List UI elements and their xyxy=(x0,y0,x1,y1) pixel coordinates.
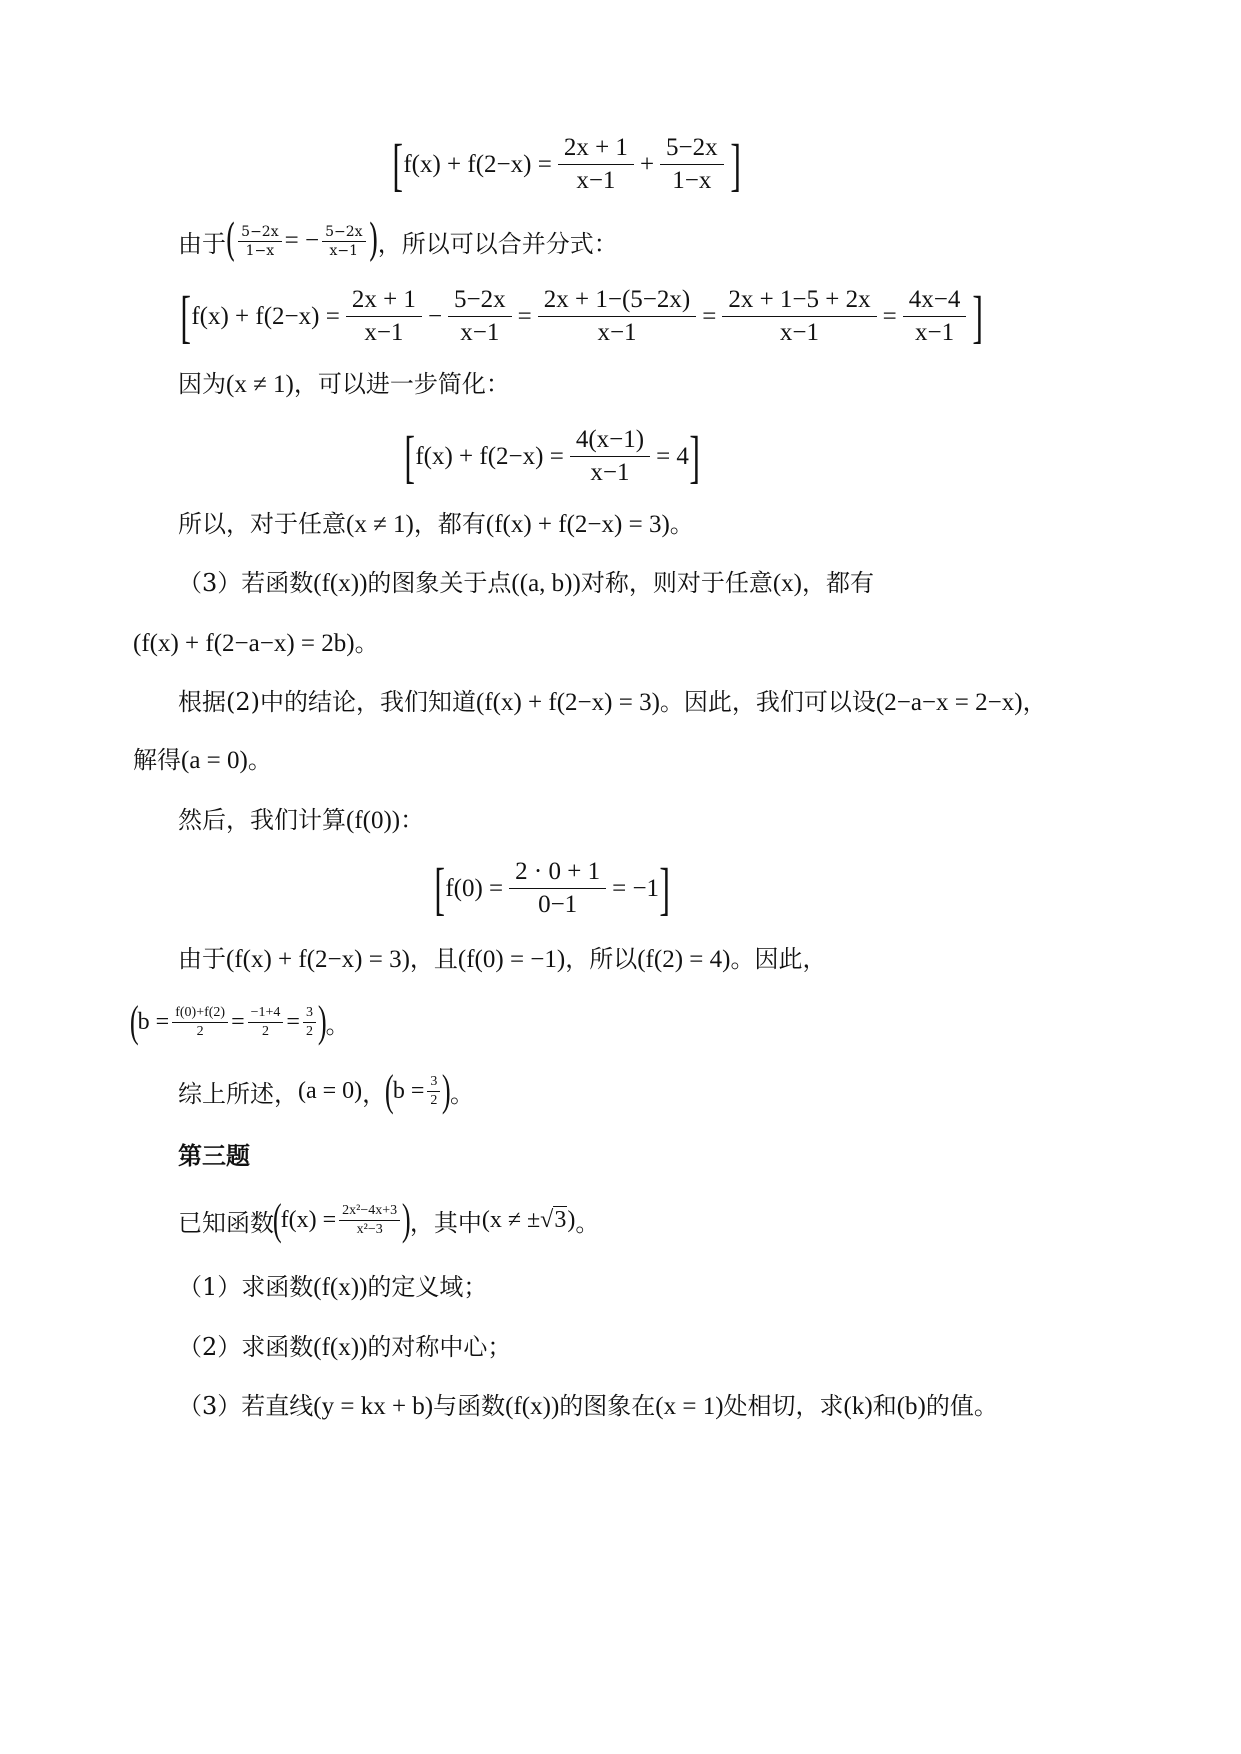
fraction xyxy=(722,284,876,349)
text: 由于 xyxy=(178,229,226,258)
left-bracket: [ xyxy=(180,283,191,349)
numerator: 2x + 1 xyxy=(563,134,628,161)
math-inline: (f(x) + f(2−x) = 3) xyxy=(476,689,660,716)
math-inline: (f(x)) xyxy=(313,1334,368,1361)
paragraph-line xyxy=(178,507,694,542)
text: ： xyxy=(400,806,425,834)
math-inline: (f(x)) xyxy=(313,570,368,597)
small-fraction xyxy=(238,223,281,260)
text: ， xyxy=(1022,688,1047,716)
text: 。 xyxy=(669,510,694,538)
denominator: x−1 xyxy=(364,319,404,346)
text: 。 xyxy=(575,1208,600,1237)
equals-sign: = xyxy=(231,1008,245,1035)
text: 和 xyxy=(872,1392,897,1420)
math-inline: (a = 0) xyxy=(181,747,248,774)
left-paren: ( xyxy=(225,215,236,266)
right-bracket: ] xyxy=(972,283,984,349)
fraction xyxy=(570,424,650,489)
left-paren: ( xyxy=(129,997,139,1046)
math-inline: (f(x)) xyxy=(505,1393,560,1420)
text: 的图象关于点 xyxy=(367,569,512,597)
numerator: 2x + 1 xyxy=(351,286,416,313)
text: 。因此， xyxy=(730,945,827,973)
eq4-rhs: = −1 xyxy=(612,874,660,902)
text: 。 xyxy=(325,1010,350,1039)
denominator: 1−x xyxy=(245,242,275,259)
math-inline: (f(2) = 4) xyxy=(637,946,731,973)
numerator: 4(x−1) xyxy=(575,426,645,453)
math-inline: (k) xyxy=(843,1393,873,1420)
left-bracket: [ xyxy=(434,855,445,921)
eq4-lhs: f(0) = xyxy=(445,874,504,902)
small-fraction xyxy=(172,1004,228,1041)
text: （2）求函数 xyxy=(178,1333,314,1361)
minus-sign: − xyxy=(427,302,443,330)
text: 的值。 xyxy=(925,1392,998,1420)
text: 。因此，我们可以设 xyxy=(659,688,876,716)
text: （3）若直线 xyxy=(178,1392,314,1420)
question-1 xyxy=(178,1270,487,1305)
numerator: 2x²−4x+3 xyxy=(342,1202,398,1218)
denominator: 2 xyxy=(196,1023,204,1039)
text: 因为 xyxy=(178,370,226,398)
paragraph-line xyxy=(178,803,424,838)
small-fraction xyxy=(322,223,365,260)
denominator: x−1 xyxy=(329,242,359,259)
eq2-lhs: f(x) + f(2−x) = xyxy=(191,302,340,330)
denominator: 2 xyxy=(262,1023,270,1039)
math-inline: (x = 1) xyxy=(655,1393,724,1420)
denominator: x²−3 xyxy=(356,1221,383,1237)
right-bracket: ] xyxy=(689,423,700,489)
equation-3 xyxy=(404,424,700,489)
text: ，其中 xyxy=(409,1208,482,1237)
denominator: 0−1 xyxy=(538,891,578,918)
math-inline: ) xyxy=(567,1206,576,1233)
numerator: 5−2x xyxy=(666,134,718,161)
question-3 xyxy=(178,1389,998,1424)
fraction xyxy=(660,132,724,197)
text: ，都有 xyxy=(413,510,486,538)
denominator: x−1 xyxy=(915,319,955,346)
numerator: 3 xyxy=(305,1004,313,1020)
paragraph-line xyxy=(178,215,618,266)
math-inline: (x ≠ 1) xyxy=(346,511,414,538)
math-inline: (2−a−x = 2−x) xyxy=(875,689,1023,716)
math-inline: (x ≠ 1) xyxy=(226,371,294,398)
right-paren: ) xyxy=(317,997,327,1046)
text: 综上所述， xyxy=(178,1079,298,1108)
fraction xyxy=(558,132,634,197)
eq1-lhs: f(x) + f(2−x) = xyxy=(403,150,552,178)
denominator: x−1 xyxy=(597,319,637,346)
sqrt-symbol: √ xyxy=(540,1206,554,1233)
eq3-rhs: = 4 xyxy=(656,442,689,470)
right-bracket: ] xyxy=(730,131,741,197)
text: 所以，对于任意 xyxy=(178,510,346,538)
text: 解得 xyxy=(133,746,181,774)
text: 。 xyxy=(354,629,379,657)
math-inline: b = xyxy=(392,1077,425,1104)
math-inline: (f(x) + f(2−a−x) = 2b) xyxy=(133,630,355,657)
numerator: 2 · 0 + 1 xyxy=(515,858,601,885)
text: ，所以 xyxy=(565,945,638,973)
denominator: 2 xyxy=(305,1023,313,1039)
math-inline: ((a, b)) xyxy=(511,570,581,597)
numerator: 2x + 1−(5−2x) xyxy=(543,286,691,313)
equation-1 xyxy=(392,132,741,197)
paragraph-line xyxy=(178,1195,600,1244)
question-2 xyxy=(178,1330,511,1365)
small-fraction xyxy=(427,1073,440,1110)
text: 。 xyxy=(450,1079,475,1108)
equation-4 xyxy=(434,856,670,921)
denominator: x−1 xyxy=(590,459,630,486)
math-inline: (y = kx + b) xyxy=(313,1393,434,1420)
math-inline: f(x) = xyxy=(280,1206,337,1233)
text: 的定义域； xyxy=(367,1273,488,1301)
numerator: f(0)+f(2) xyxy=(175,1004,226,1020)
text: （3）若函数 xyxy=(178,569,314,597)
math-inline: (f(0)) xyxy=(346,807,401,834)
text: ，可以进一步简化： xyxy=(293,370,510,398)
math-inline: (x ≠ ± xyxy=(481,1206,541,1233)
numerator: 4x−4 xyxy=(908,286,961,313)
denominator: x−1 xyxy=(779,319,820,346)
text: ， xyxy=(362,1079,387,1108)
equation-2 xyxy=(180,284,984,349)
text: ，且 xyxy=(409,945,458,973)
denominator: x−1 xyxy=(576,167,616,194)
paragraph-line xyxy=(129,997,350,1046)
text: 已知函数 xyxy=(178,1208,274,1237)
math-inline: (f(0) = −1) xyxy=(457,946,566,973)
fraction xyxy=(346,284,422,349)
math-inline: b = xyxy=(137,1008,170,1035)
eq3-lhs: f(x) + f(2−x) = xyxy=(415,442,564,470)
section-heading: 第三题 xyxy=(178,1141,250,1170)
left-bracket: [ xyxy=(392,131,403,197)
equals-sign: = xyxy=(882,302,897,330)
numerator: 3 xyxy=(430,1073,438,1089)
text: 的对称中心； xyxy=(367,1333,512,1361)
plus-sign: + xyxy=(639,150,655,178)
small-fraction xyxy=(339,1202,400,1239)
text: 的图象在 xyxy=(559,1392,656,1420)
denominator: 1−x xyxy=(672,167,712,194)
right-paren: ) xyxy=(367,215,379,266)
fraction xyxy=(509,856,606,921)
fraction xyxy=(538,284,696,349)
paragraph-line xyxy=(133,743,272,778)
math-inline: (a = 0) xyxy=(298,1077,363,1104)
numerator: 5−2x xyxy=(454,286,506,313)
paragraph-line xyxy=(178,942,826,977)
paragraph-line xyxy=(133,626,379,661)
right-bracket: ] xyxy=(659,855,671,921)
small-fraction xyxy=(303,1004,316,1041)
text: 然后，我们计算 xyxy=(178,806,346,834)
math-inline: (b) xyxy=(896,1393,926,1420)
math-inline: (x) xyxy=(772,570,802,597)
paragraph-line xyxy=(178,1066,475,1115)
equals-sign: = xyxy=(286,1008,300,1035)
fraction xyxy=(903,284,967,349)
text: ，所以可以合并分式： xyxy=(377,229,618,258)
left-paren: ( xyxy=(385,1066,394,1115)
math-inline: (f(x) + f(2−x) = 3) xyxy=(485,511,670,538)
numerator: 2x + 1−5 + 2x xyxy=(728,286,871,313)
numerator: −1+4 xyxy=(250,1004,281,1020)
denominator: 2 xyxy=(430,1092,438,1108)
text: 。 xyxy=(247,746,272,774)
right-paren: ) xyxy=(402,1195,411,1244)
text: 与函数 xyxy=(433,1392,506,1420)
paragraph-line xyxy=(178,367,510,402)
equals-sign: = xyxy=(517,302,532,330)
equals-sign: = xyxy=(702,302,717,330)
text: 根据(2)中的结论，我们知道 xyxy=(178,688,476,716)
small-fraction xyxy=(248,1004,284,1041)
paragraph-line xyxy=(178,685,1047,720)
numerator: 5−2x xyxy=(325,223,363,240)
numerator: 5−2x xyxy=(241,223,279,240)
equals-minus: = − xyxy=(284,227,320,254)
text: 由于 xyxy=(178,945,226,973)
right-paren: ) xyxy=(442,1066,452,1115)
text: ，都有 xyxy=(801,569,874,597)
left-paren: ( xyxy=(272,1195,282,1244)
fraction xyxy=(448,284,512,349)
denominator: x−1 xyxy=(460,319,500,346)
left-bracket: [ xyxy=(404,423,415,489)
paragraph-line xyxy=(178,566,874,601)
math-inline: (f(x) + f(2−x) = 3) xyxy=(226,946,410,973)
text: （1）求函数 xyxy=(178,1273,314,1301)
math-inline: (f(x)) xyxy=(313,1274,368,1301)
text: 对称，则对于任意 xyxy=(580,569,773,597)
sqrt-radicand: 3 xyxy=(554,1207,567,1233)
text: 处相切，求 xyxy=(723,1392,844,1420)
